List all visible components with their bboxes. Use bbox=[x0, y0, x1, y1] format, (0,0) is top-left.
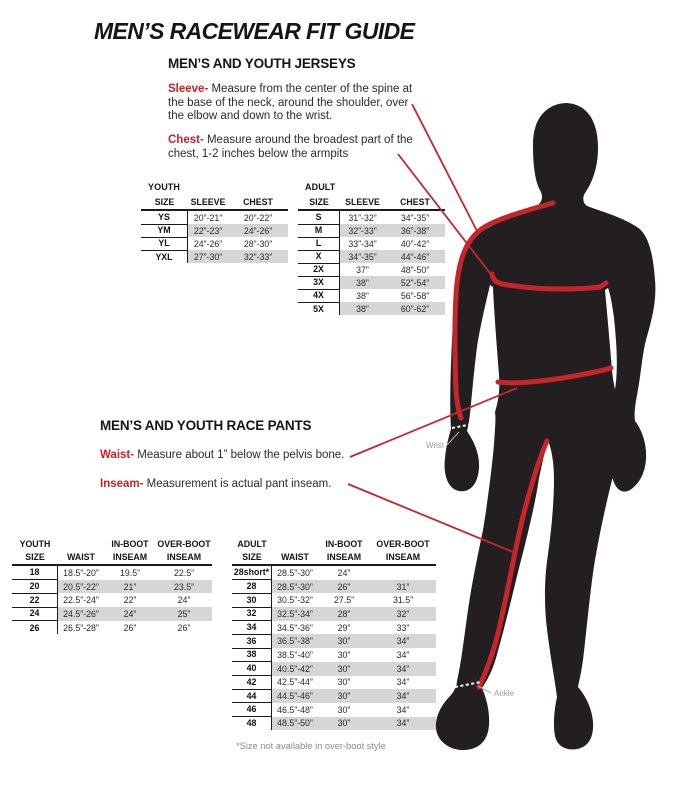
size-cell: 3X bbox=[298, 276, 340, 290]
table-row bbox=[141, 237, 288, 250]
size-cell: 32 bbox=[232, 607, 272, 622]
sleeve-cell: 34”-35” bbox=[340, 250, 385, 263]
in-boot-cell: 21” bbox=[104, 580, 156, 594]
sleeve-cell: 24”-26” bbox=[193, 238, 223, 249]
in-boot-cell: 22” bbox=[123, 595, 137, 606]
chest-cell: 52”-54” bbox=[385, 276, 445, 289]
youth-pants-size-table bbox=[12, 538, 212, 634]
over-boot-footnote: *Size not available in over-boot style bbox=[236, 741, 386, 751]
col-header-youth: YOUTH bbox=[19, 539, 51, 549]
inseam-measure-note bbox=[100, 478, 331, 492]
in-boot-cell: 27.5” bbox=[333, 595, 355, 606]
waist-cell: 40.5”-42” bbox=[272, 662, 318, 676]
size-cell: 26 bbox=[12, 621, 58, 635]
sleeve-cell: 27”-30” bbox=[188, 250, 228, 263]
in-boot-cell: 29” bbox=[337, 622, 351, 633]
over-boot-cell: 34” bbox=[370, 634, 436, 648]
size-cell: 40 bbox=[232, 661, 272, 676]
size-cell: 18 bbox=[12, 566, 58, 581]
col-header-chest: CHEST bbox=[243, 197, 273, 207]
chest-cell: 24”-26” bbox=[228, 224, 288, 237]
col-header-over-boot: OVER-BOOT bbox=[157, 539, 211, 549]
table-row bbox=[141, 211, 288, 224]
col-header-in-boot: IN-BOOT bbox=[111, 539, 149, 549]
size-cell: 30 bbox=[232, 593, 272, 608]
col-header-size: SIZE bbox=[309, 197, 329, 207]
chest-cell: 34”-35” bbox=[400, 212, 430, 223]
sleeve-cell: 37” bbox=[356, 264, 369, 275]
over-boot-cell: 34” bbox=[370, 689, 436, 703]
over-boot-cell: 26” bbox=[177, 622, 191, 633]
in-boot-cell: 30” bbox=[337, 649, 351, 660]
waist-cell: 20.5”-22” bbox=[58, 580, 104, 594]
in-boot-cell: 30” bbox=[318, 717, 370, 731]
jerseys-section-heading: MEN’S AND YOUTH JERSEYS bbox=[168, 56, 356, 71]
table-row bbox=[12, 580, 212, 594]
sleeve-callout-line bbox=[412, 104, 477, 231]
col-header-inseam: INSEAM bbox=[166, 552, 202, 562]
over-boot-cell: 25” bbox=[156, 607, 212, 621]
sleeve-label: Sleeve- bbox=[168, 83, 209, 95]
chest-cell: 36”-38” bbox=[385, 224, 445, 237]
size-cell: 42 bbox=[232, 675, 272, 690]
col-header-sleeve: SLEEVE bbox=[190, 197, 226, 207]
in-boot-cell: 30” bbox=[318, 689, 370, 703]
over-boot-cell: 31” bbox=[370, 580, 436, 594]
waist-cell: 24.5”-26” bbox=[58, 607, 104, 621]
chest-cell: 32”-33” bbox=[228, 250, 288, 263]
waist-cell: 30.5”-32” bbox=[277, 595, 313, 606]
over-boot-cell: 23.5” bbox=[156, 580, 212, 594]
col-header-waist: WAIST bbox=[67, 552, 95, 562]
size-cell: 20 bbox=[12, 579, 58, 594]
wrist-figure-label: Wrist bbox=[426, 441, 445, 450]
waist-cell: 44.5”-46” bbox=[272, 689, 318, 703]
waist-label: Waist- bbox=[100, 449, 135, 461]
size-cell: M bbox=[298, 224, 340, 238]
youth-jersey-header-row bbox=[141, 195, 288, 211]
chest-cell: 20”-22” bbox=[243, 212, 273, 223]
sleeve-text: Measure from the center of the spine at the base of the neck, around the shoulder, over the elbow and down to the wrist. bbox=[168, 83, 413, 123]
chest-label: Chest- bbox=[168, 134, 204, 146]
waist-measure-note bbox=[100, 449, 344, 463]
col-header-waist: WAIST bbox=[281, 552, 309, 562]
size-cell: 28short* bbox=[232, 566, 272, 581]
size-cell: 28 bbox=[232, 579, 272, 594]
pants-section-heading: MEN’S AND YOUTH RACE PANTS bbox=[100, 418, 312, 433]
over-boot-cell: 24” bbox=[177, 595, 191, 606]
size-cell: YS bbox=[141, 211, 188, 225]
waist-cell: 26.5”-28” bbox=[63, 622, 99, 633]
table-row bbox=[12, 566, 212, 580]
sleeve-cell: 38” bbox=[340, 276, 385, 289]
table-row bbox=[12, 593, 212, 607]
size-cell: 34 bbox=[232, 620, 272, 635]
in-boot-cell: 30” bbox=[318, 634, 370, 648]
over-boot-cell: 32” bbox=[370, 607, 436, 621]
over-boot-cell: 33” bbox=[396, 622, 410, 633]
in-boot-cell: 30” bbox=[337, 704, 351, 715]
size-cell: 2X bbox=[298, 263, 340, 277]
chest-cell: 44”-46” bbox=[385, 250, 445, 263]
sleeve-cell: 22”-23” bbox=[188, 224, 228, 237]
waist-cell: 48.5”-50” bbox=[272, 717, 318, 731]
inseam-text: Measurement is actual pant inseam. bbox=[143, 478, 332, 490]
sleeve-cell: 33”-34” bbox=[348, 238, 377, 249]
sleeve-cell: 20”-21” bbox=[193, 212, 223, 223]
size-cell: YL bbox=[141, 237, 188, 251]
col-header-size: SIZE bbox=[242, 552, 262, 562]
size-cell: 44 bbox=[232, 689, 272, 704]
in-boot-cell: 19.5” bbox=[119, 567, 141, 578]
in-boot-cell: 24” bbox=[104, 607, 156, 621]
chest-cell: 48”-50” bbox=[400, 264, 430, 275]
col-header-in-boot: IN-BOOT bbox=[325, 539, 363, 549]
sleeve-cell: 32”-33” bbox=[340, 224, 385, 237]
table-row bbox=[141, 250, 288, 263]
chest-cell: 28”-30” bbox=[243, 238, 273, 249]
col-header-chest: CHEST bbox=[400, 197, 430, 207]
size-cell: L bbox=[298, 237, 340, 251]
col-header-inseam: INSEAM bbox=[326, 552, 362, 562]
size-cell: 36 bbox=[232, 634, 272, 649]
chest-cell: 40”-42” bbox=[400, 238, 430, 249]
over-boot-cell: 34” bbox=[396, 649, 410, 660]
waist-cell: 36.5”-38” bbox=[272, 634, 318, 648]
waist-cell: 46.5”-48” bbox=[277, 704, 313, 715]
sleeve-cell: 38” bbox=[356, 290, 369, 301]
inseam-label: Inseam- bbox=[100, 478, 144, 490]
size-cell: 22 bbox=[12, 593, 58, 608]
size-cell: 48 bbox=[232, 717, 272, 731]
in-boot-cell: 24” bbox=[337, 567, 351, 578]
page-title: MEN’S RACEWEAR FIT GUIDE bbox=[94, 18, 415, 44]
size-cell: 38 bbox=[232, 648, 272, 663]
col-header-size: SIZE bbox=[25, 552, 45, 562]
over-boot-cell: 34” bbox=[370, 717, 436, 731]
body-silhouette bbox=[436, 103, 655, 750]
in-boot-cell: 26” bbox=[123, 622, 137, 633]
over-boot-cell: 34” bbox=[396, 677, 410, 688]
table-row bbox=[12, 607, 212, 621]
over-boot-cell: 31.5” bbox=[392, 595, 414, 606]
waist-cell: 28.5”-30” bbox=[277, 567, 313, 578]
sleeve-cell: 38” bbox=[340, 302, 385, 315]
col-header-inseam: INSEAM bbox=[385, 552, 421, 562]
col-header-sleeve: SLEEVE bbox=[345, 197, 380, 207]
size-cell: X bbox=[298, 250, 340, 264]
waist-text: Measure about 1” below the pelvis bone. bbox=[134, 449, 345, 461]
table-row bbox=[12, 621, 212, 635]
waist-cell: 42.5”-44” bbox=[277, 677, 313, 688]
youth-pants-header-row bbox=[12, 538, 212, 566]
col-header-adult: ADULT bbox=[237, 539, 267, 549]
chest-cell: 60”-62” bbox=[385, 302, 445, 315]
waist-cell: 28.5”-30” bbox=[272, 580, 318, 594]
size-cell: YM bbox=[141, 224, 188, 238]
chest-text: Measure around the broadest part of the chest, 1-2 inches below the armpits bbox=[168, 134, 413, 160]
col-header-inseam: INSEAM bbox=[112, 552, 148, 562]
col-header-over-boot: OVER-BOOT bbox=[376, 539, 430, 549]
size-cell: 46 bbox=[232, 702, 272, 717]
sleeve-cell: 31”-32” bbox=[348, 212, 377, 223]
youth-jersey-table-title: YOUTH bbox=[148, 182, 180, 192]
over-boot-cell: 34” bbox=[370, 662, 436, 676]
ankle-figure-label: Ankle bbox=[494, 689, 515, 698]
in-boot-cell: 28” bbox=[318, 607, 370, 621]
over-boot-cell: 22.5” bbox=[173, 567, 195, 578]
in-boot-cell: 30” bbox=[337, 677, 351, 688]
waist-cell: 34.5”-36” bbox=[277, 622, 313, 633]
chest-cell: 56”-58” bbox=[400, 290, 430, 301]
waist-cell: 18.5”-20” bbox=[63, 567, 99, 578]
size-cell: YXL bbox=[141, 250, 188, 263]
adult-jersey-table-title: ADULT bbox=[305, 182, 336, 192]
table-row bbox=[141, 224, 288, 237]
in-boot-cell: 30” bbox=[318, 662, 370, 676]
size-cell: 24 bbox=[12, 607, 58, 622]
waist-cell: 38.5”-40” bbox=[277, 649, 313, 660]
col-header-size: SIZE bbox=[154, 197, 175, 207]
waist-cell: 32.5”-34” bbox=[272, 607, 318, 621]
size-cell: S bbox=[298, 211, 340, 225]
over-boot-cell: 34” bbox=[396, 704, 410, 715]
in-boot-cell: 26” bbox=[318, 580, 370, 594]
waist-cell: 22.5”-24” bbox=[63, 595, 99, 606]
size-cell: 5X bbox=[298, 302, 340, 315]
youth-jersey-size-table bbox=[141, 182, 288, 263]
size-cell: 4X bbox=[298, 289, 340, 303]
